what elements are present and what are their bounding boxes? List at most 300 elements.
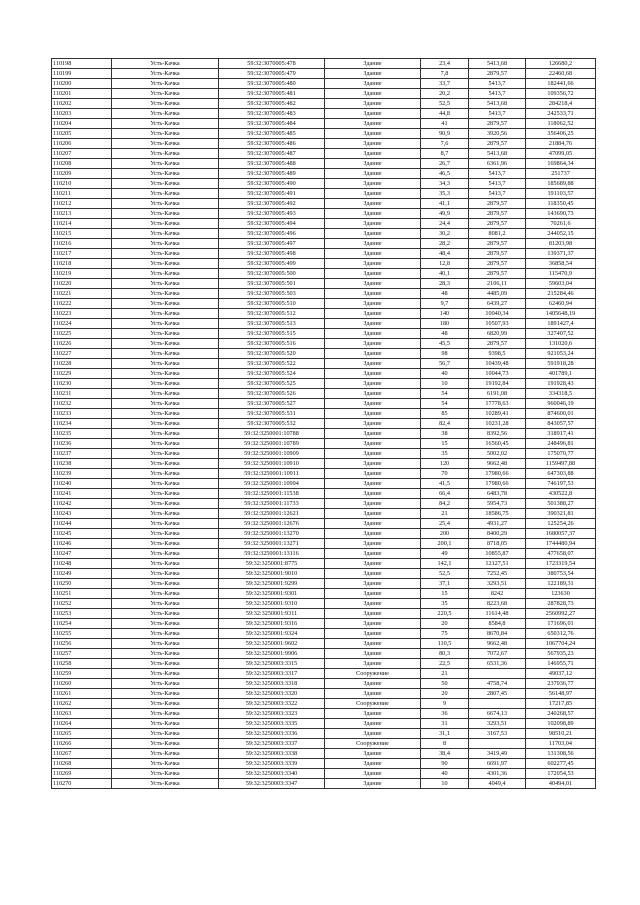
cadastral-number-cell: 59:32:3070005:498 bbox=[219, 249, 325, 259]
cadastral-number-cell: 59:32:3250001:9906 bbox=[219, 649, 325, 659]
cadastral-number-cell: 59:32:3250001:10789 bbox=[219, 439, 325, 449]
row-number-cell: 110213 bbox=[52, 209, 112, 219]
area-cell: 8 bbox=[421, 739, 469, 749]
table-row bbox=[52, 559, 596, 569]
area-cell: 35,3 bbox=[421, 189, 469, 199]
object-type-cell: Здание bbox=[325, 59, 421, 69]
area-cell: 75 bbox=[421, 629, 469, 639]
unit-value-cell: 9662,48 bbox=[469, 639, 526, 649]
area-cell: 56,7 bbox=[421, 359, 469, 369]
row-number-cell: 110254 bbox=[52, 619, 112, 629]
unit-value-cell: 4931,27 bbox=[469, 519, 526, 529]
table-row bbox=[52, 449, 596, 459]
object-type-cell: Здание bbox=[325, 429, 421, 439]
cadastral-value-cell: 40494,01 bbox=[526, 779, 596, 789]
cadastral-number-cell: 59:32:3070005:478 bbox=[219, 59, 325, 69]
row-number-cell: 110236 bbox=[52, 439, 112, 449]
object-type-cell: Здание bbox=[325, 239, 421, 249]
unit-value-cell: 2879,57 bbox=[469, 269, 526, 279]
row-number-cell: 110221 bbox=[52, 289, 112, 299]
object-type-cell: Здание bbox=[325, 599, 421, 609]
area-cell: 200,1 bbox=[421, 539, 469, 549]
cadastral-number-cell: 59:32:3070005:501 bbox=[219, 279, 325, 289]
area-cell: 36 bbox=[421, 709, 469, 719]
cadastral-value-cell: 1680057,37 bbox=[526, 529, 596, 539]
cadastral-value-cell: 172054,53 bbox=[526, 769, 596, 779]
table-row bbox=[52, 119, 596, 129]
cadastral-value-cell: 21884,76 bbox=[526, 139, 596, 149]
unit-value-cell: 2879,57 bbox=[469, 249, 526, 259]
table-row bbox=[52, 229, 596, 239]
table-row bbox=[52, 529, 596, 539]
object-type-cell: Здание bbox=[325, 619, 421, 629]
unit-value-cell: 18586,75 bbox=[469, 509, 526, 519]
cadastral-number-cell: 59:32:3250003:3335 bbox=[219, 719, 325, 729]
cadastral-number-cell: 59:32:3250003:3320 bbox=[219, 689, 325, 699]
settlement-cell: Усть-Качка bbox=[112, 219, 219, 229]
row-number-cell: 110231 bbox=[52, 389, 112, 399]
area-cell: 70 bbox=[421, 469, 469, 479]
object-type-cell: Здание bbox=[325, 339, 421, 349]
row-number-cell: 110237 bbox=[52, 449, 112, 459]
object-type-cell: Здание bbox=[325, 779, 421, 789]
table-row bbox=[52, 579, 596, 589]
area-cell: 44,8 bbox=[421, 109, 469, 119]
row-number-cell: 110202 bbox=[52, 99, 112, 109]
settlement-cell: Усть-Качка bbox=[112, 249, 219, 259]
row-number-cell: 110211 bbox=[52, 189, 112, 199]
row-number-cell: 110270 bbox=[52, 779, 112, 789]
settlement-cell: Усть-Качка bbox=[112, 299, 219, 309]
row-number-cell: 110247 bbox=[52, 549, 112, 559]
cadastral-number-cell: 59:32:3070005:494 bbox=[219, 219, 325, 229]
cadastral-value-cell: 182441,66 bbox=[526, 79, 596, 89]
row-number-cell: 110210 bbox=[52, 179, 112, 189]
cadastral-value-cell: 123630 bbox=[526, 589, 596, 599]
area-cell: 180 bbox=[421, 319, 469, 329]
cadastral-value-cell: 125254,26 bbox=[526, 519, 596, 529]
table-row bbox=[52, 479, 596, 489]
cadastral-number-cell: 59:32:3070005:490 bbox=[219, 179, 325, 189]
table-row bbox=[52, 79, 596, 89]
table-row bbox=[52, 469, 596, 479]
cadastral-value-cell: 169864,34 bbox=[526, 159, 596, 169]
unit-value-cell: 4301,36 bbox=[469, 769, 526, 779]
row-number-cell: 110226 bbox=[52, 339, 112, 349]
settlement-cell: Усть-Качка bbox=[112, 89, 219, 99]
cadastral-value-cell: 70261,6 bbox=[526, 219, 596, 229]
table-row bbox=[52, 209, 596, 219]
table-row bbox=[52, 629, 596, 639]
unit-value-cell: 7072,67 bbox=[469, 649, 526, 659]
unit-value-cell: 8081,2 bbox=[469, 229, 526, 239]
table-row bbox=[52, 149, 596, 159]
area-cell: 37,1 bbox=[421, 579, 469, 589]
area-cell: 82,4 bbox=[421, 419, 469, 429]
settlement-cell: Усть-Качка bbox=[112, 489, 219, 499]
row-number-cell: 110223 bbox=[52, 309, 112, 319]
settlement-cell: Усть-Качка bbox=[112, 149, 219, 159]
unit-value-cell: 10040,34 bbox=[469, 309, 526, 319]
cadastral-number-cell: 59:32:3070005:524 bbox=[219, 369, 325, 379]
cadastral-number-cell: 59:32:3070005:527 bbox=[219, 399, 325, 409]
unit-value-cell: 2879,57 bbox=[469, 219, 526, 229]
row-number-cell: 110201 bbox=[52, 89, 112, 99]
row-number-cell: 110250 bbox=[52, 579, 112, 589]
unit-value-cell: 10044,73 bbox=[469, 369, 526, 379]
cadastral-number-cell: 59:32:3250003:3336 bbox=[219, 729, 325, 739]
settlement-cell: Усть-Качка bbox=[112, 289, 219, 299]
cadastral-value-cell: 242533,71 bbox=[526, 109, 596, 119]
settlement-cell: Усть-Качка bbox=[112, 769, 219, 779]
row-number-cell: 110227 bbox=[52, 349, 112, 359]
unit-value-cell: 4049,4 bbox=[469, 779, 526, 789]
cadastral-number-cell: 59:32:3250001:10994 bbox=[219, 479, 325, 489]
cadastral-value-cell: 390321,81 bbox=[526, 509, 596, 519]
area-cell: 28,3 bbox=[421, 279, 469, 289]
area-cell: 12,8 bbox=[421, 259, 469, 269]
table-row bbox=[52, 379, 596, 389]
unit-value-cell: 8718,05 bbox=[469, 539, 526, 549]
settlement-cell: Усть-Качка bbox=[112, 639, 219, 649]
row-number-cell: 110239 bbox=[52, 469, 112, 479]
area-cell: 22,5 bbox=[421, 659, 469, 669]
cadastral-value-table bbox=[51, 58, 596, 789]
settlement-cell: Усть-Качка bbox=[112, 729, 219, 739]
object-type-cell: Здание bbox=[325, 149, 421, 159]
unit-value-cell: 6820,99 bbox=[469, 329, 526, 339]
cadastral-number-cell: 59:32:3250001:12676 bbox=[219, 519, 325, 529]
settlement-cell: Усть-Качка bbox=[112, 229, 219, 239]
row-number-cell: 110252 bbox=[52, 599, 112, 609]
settlement-cell: Усть-Качка bbox=[112, 119, 219, 129]
row-number-cell: 110259 bbox=[52, 669, 112, 679]
table-row bbox=[52, 109, 596, 119]
table-body bbox=[52, 59, 596, 789]
cadastral-number-cell: 59:32:3250001:13271 bbox=[219, 539, 325, 549]
cadastral-value-cell: 1744480,94 bbox=[526, 539, 596, 549]
table-row bbox=[52, 519, 596, 529]
row-number-cell: 110219 bbox=[52, 269, 112, 279]
cadastral-value-cell: 36858,54 bbox=[526, 259, 596, 269]
row-number-cell: 110232 bbox=[52, 399, 112, 409]
row-number-cell: 110212 bbox=[52, 199, 112, 209]
unit-value-cell: 6439,27 bbox=[469, 299, 526, 309]
area-cell: 10 bbox=[421, 379, 469, 389]
cadastral-value-cell: 1405648,19 bbox=[526, 309, 596, 319]
area-cell: 52,5 bbox=[421, 99, 469, 109]
table-row bbox=[52, 489, 596, 499]
object-type-cell: Здание bbox=[325, 769, 421, 779]
cadastral-value-cell: 131308,56 bbox=[526, 749, 596, 759]
settlement-cell: Усть-Качка bbox=[112, 649, 219, 659]
settlement-cell: Усть-Качка bbox=[112, 469, 219, 479]
row-number-cell: 110258 bbox=[52, 659, 112, 669]
table-row bbox=[52, 439, 596, 449]
settlement-cell: Усть-Качка bbox=[112, 509, 219, 519]
area-cell: 41 bbox=[421, 119, 469, 129]
object-type-cell: Здание bbox=[325, 359, 421, 369]
row-number-cell: 110268 bbox=[52, 759, 112, 769]
table-row bbox=[52, 619, 596, 629]
table-row bbox=[52, 739, 596, 749]
unit-value-cell: 5413,68 bbox=[469, 99, 526, 109]
unit-value-cell: 8584,8 bbox=[469, 619, 526, 629]
object-type-cell: Здание bbox=[325, 709, 421, 719]
table-row bbox=[52, 419, 596, 429]
settlement-cell: Усть-Качка bbox=[112, 739, 219, 749]
unit-value-cell: 6691,97 bbox=[469, 759, 526, 769]
settlement-cell: Усть-Качка bbox=[112, 139, 219, 149]
row-number-cell: 110249 bbox=[52, 569, 112, 579]
cadastral-number-cell: 59:32:3070005:479 bbox=[219, 69, 325, 79]
area-cell: 15 bbox=[421, 589, 469, 599]
table-row bbox=[52, 99, 596, 109]
settlement-cell: Усть-Качка bbox=[112, 759, 219, 769]
object-type-cell: Здание bbox=[325, 569, 421, 579]
cadastral-number-cell: 59:32:3250001:12621 bbox=[219, 509, 325, 519]
area-cell: 35 bbox=[421, 599, 469, 609]
cadastral-number-cell: 59:32:3070005:515 bbox=[219, 329, 325, 339]
object-type-cell: Здание bbox=[325, 229, 421, 239]
settlement-cell: Усть-Качка bbox=[112, 409, 219, 419]
cadastral-value-cell: 591918,28 bbox=[526, 359, 596, 369]
settlement-cell: Усть-Качка bbox=[112, 659, 219, 669]
cadastral-value-cell: 139371,37 bbox=[526, 249, 596, 259]
row-number-cell: 110253 bbox=[52, 609, 112, 619]
unit-value-cell: 6674,13 bbox=[469, 709, 526, 719]
cadastral-number-cell: 59:32:3250001:10910 bbox=[219, 459, 325, 469]
settlement-cell: Усть-Качка bbox=[112, 349, 219, 359]
object-type-cell: Здание bbox=[325, 269, 421, 279]
settlement-cell: Усть-Качка bbox=[112, 109, 219, 119]
area-cell: 46,5 bbox=[421, 169, 469, 179]
object-type-cell: Здание bbox=[325, 589, 421, 599]
cadastral-value-cell: 118062,52 bbox=[526, 119, 596, 129]
cadastral-value-cell: 960046,19 bbox=[526, 399, 596, 409]
settlement-cell: Усть-Качка bbox=[112, 189, 219, 199]
row-number-cell: 110208 bbox=[52, 159, 112, 169]
cadastral-value-cell: 602277,45 bbox=[526, 759, 596, 769]
table-row bbox=[52, 189, 596, 199]
table-row bbox=[52, 389, 596, 399]
cadastral-value-cell: 251737 bbox=[526, 169, 596, 179]
unit-value-cell: 5413,68 bbox=[469, 149, 526, 159]
object-type-cell: Здание bbox=[325, 79, 421, 89]
area-cell: 50 bbox=[421, 679, 469, 689]
cadastral-value-cell: 47099,05 bbox=[526, 149, 596, 159]
object-type-cell: Здание bbox=[325, 519, 421, 529]
area-cell: 23,4 bbox=[421, 59, 469, 69]
row-number-cell: 110216 bbox=[52, 239, 112, 249]
area-cell: 41,5 bbox=[421, 479, 469, 489]
area-cell: 21 bbox=[421, 669, 469, 679]
area-cell: 21 bbox=[421, 509, 469, 519]
settlement-cell: Усть-Качка bbox=[112, 309, 219, 319]
table-row bbox=[52, 349, 596, 359]
unit-value-cell: 2879,57 bbox=[469, 259, 526, 269]
object-type-cell: Здание bbox=[325, 479, 421, 489]
cadastral-number-cell: 59:32:3250001:9010 bbox=[219, 569, 325, 579]
settlement-cell: Усть-Качка bbox=[112, 579, 219, 589]
table-row bbox=[52, 689, 596, 699]
cadastral-value-cell: 874600,01 bbox=[526, 409, 596, 419]
settlement-cell: Усть-Качка bbox=[112, 279, 219, 289]
table-row bbox=[52, 69, 596, 79]
unit-value-cell: 5002,02 bbox=[469, 449, 526, 459]
table-row bbox=[52, 239, 596, 249]
cadastral-value-cell: 318917,41 bbox=[526, 429, 596, 439]
unit-value-cell: 8392,56 bbox=[469, 429, 526, 439]
unit-value-cell: 2879,57 bbox=[469, 69, 526, 79]
row-number-cell: 110257 bbox=[52, 649, 112, 659]
object-type-cell: Здание bbox=[325, 179, 421, 189]
area-cell: 28,2 bbox=[421, 239, 469, 249]
object-type-cell: Здание bbox=[325, 689, 421, 699]
row-number-cell: 110217 bbox=[52, 249, 112, 259]
cadastral-value-cell: 477658,07 bbox=[526, 549, 596, 559]
table-row bbox=[52, 259, 596, 269]
cadastral-number-cell: 59:32:3070005:503 bbox=[219, 289, 325, 299]
cadastral-value-cell: 115470,9 bbox=[526, 269, 596, 279]
table-row bbox=[52, 749, 596, 759]
row-number-cell: 110248 bbox=[52, 559, 112, 569]
table-row bbox=[52, 779, 596, 789]
cadastral-number-cell: 59:32:3250001:9301 bbox=[219, 589, 325, 599]
cadastral-value-cell: 191928,43 bbox=[526, 379, 596, 389]
area-cell: 54 bbox=[421, 399, 469, 409]
table-row bbox=[52, 699, 596, 709]
cadastral-number-cell: 59:32:3250003:3340 bbox=[219, 769, 325, 779]
object-type-cell: Здание bbox=[325, 749, 421, 759]
row-number-cell: 110228 bbox=[52, 359, 112, 369]
cadastral-value-cell: 131020,6 bbox=[526, 339, 596, 349]
cadastral-number-cell: 59:32:3250003:3323 bbox=[219, 709, 325, 719]
unit-value-cell: 10231,28 bbox=[469, 419, 526, 429]
unit-value-cell: 5413,7 bbox=[469, 109, 526, 119]
area-cell: 140 bbox=[421, 309, 469, 319]
cadastral-number-cell: 59:32:3250003:3338 bbox=[219, 749, 325, 759]
area-cell: 7,6 bbox=[421, 139, 469, 149]
unit-value-cell: 2879,57 bbox=[469, 209, 526, 219]
object-type-cell: Здание bbox=[325, 309, 421, 319]
row-number-cell: 110244 bbox=[52, 519, 112, 529]
table-row bbox=[52, 539, 596, 549]
area-cell: 80,3 bbox=[421, 649, 469, 659]
cadastral-number-cell: 59:32:3070005:480 bbox=[219, 79, 325, 89]
cadastral-number-cell: 59:32:3250001:8775 bbox=[219, 559, 325, 569]
row-number-cell: 110230 bbox=[52, 379, 112, 389]
object-type-cell: Здание bbox=[325, 629, 421, 639]
settlement-cell: Усть-Качка bbox=[112, 179, 219, 189]
cadastral-number-cell: 59:32:3250003:3339 bbox=[219, 759, 325, 769]
table-row bbox=[52, 709, 596, 719]
cadastral-value-cell: 62460,94 bbox=[526, 299, 596, 309]
cadastral-value-cell: 1891427,4 bbox=[526, 319, 596, 329]
cadastral-number-cell: 59:32:3250001:9299 bbox=[219, 579, 325, 589]
table-row bbox=[52, 729, 596, 739]
cadastral-value-cell: 650312,76 bbox=[526, 629, 596, 639]
settlement-cell: Усть-Качка bbox=[112, 319, 219, 329]
cadastral-number-cell: 59:32:3070005:493 bbox=[219, 209, 325, 219]
cadastral-value-cell: 237936,77 bbox=[526, 679, 596, 689]
object-type-cell: Здание bbox=[325, 369, 421, 379]
cadastral-number-cell: 59:32:3070005:522 bbox=[219, 359, 325, 369]
settlement-cell: Усть-Качка bbox=[112, 549, 219, 559]
area-cell: 49 bbox=[421, 549, 469, 559]
cadastral-number-cell: 59:32:3070005:488 bbox=[219, 159, 325, 169]
table-row bbox=[52, 659, 596, 669]
area-cell: 48 bbox=[421, 329, 469, 339]
settlement-cell: Усть-Качка bbox=[112, 429, 219, 439]
unit-value-cell: 6191,08 bbox=[469, 389, 526, 399]
cadastral-value-cell: 380753,54 bbox=[526, 569, 596, 579]
row-number-cell: 110245 bbox=[52, 529, 112, 539]
object-type-cell: Здание bbox=[325, 99, 421, 109]
area-cell: 48 bbox=[421, 289, 469, 299]
object-type-cell: Здание bbox=[325, 609, 421, 619]
settlement-cell: Усть-Качка bbox=[112, 129, 219, 139]
unit-value-cell: 10855,87 bbox=[469, 549, 526, 559]
settlement-cell: Усть-Качка bbox=[112, 269, 219, 279]
settlement-cell: Усть-Качка bbox=[112, 389, 219, 399]
object-type-cell: Здание bbox=[325, 209, 421, 219]
cadastral-number-cell: 59:32:3250001:9602 bbox=[219, 639, 325, 649]
area-cell: 10 bbox=[421, 779, 469, 789]
cadastral-number-cell: 59:32:3070005:482 bbox=[219, 99, 325, 109]
table-row bbox=[52, 549, 596, 559]
unit-value-cell: 3293,51 bbox=[469, 579, 526, 589]
unit-value-cell: 8223,68 bbox=[469, 599, 526, 609]
object-type-cell: Здание bbox=[325, 679, 421, 689]
object-type-cell: Здание bbox=[325, 159, 421, 169]
row-number-cell: 110206 bbox=[52, 139, 112, 149]
object-type-cell: Здание bbox=[325, 299, 421, 309]
settlement-cell: Усть-Качка bbox=[112, 379, 219, 389]
row-number-cell: 110222 bbox=[52, 299, 112, 309]
table-row bbox=[52, 139, 596, 149]
cadastral-number-cell: 59:32:3250001:9311 bbox=[219, 609, 325, 619]
settlement-cell: Усть-Качка bbox=[112, 209, 219, 219]
area-cell: 90 bbox=[421, 759, 469, 769]
unit-value-cell: 4758,74 bbox=[469, 679, 526, 689]
settlement-cell: Усть-Качка bbox=[112, 79, 219, 89]
unit-value-cell: 3293,51 bbox=[469, 719, 526, 729]
object-type-cell: Здание bbox=[325, 129, 421, 139]
object-type-cell: Здание bbox=[325, 719, 421, 729]
cadastral-value-cell: 1159497,88 bbox=[526, 459, 596, 469]
settlement-cell: Усть-Качка bbox=[112, 479, 219, 489]
object-type-cell: Здание bbox=[325, 389, 421, 399]
object-type-cell: Здание bbox=[325, 469, 421, 479]
area-cell: 220,5 bbox=[421, 609, 469, 619]
object-type-cell: Здание bbox=[325, 539, 421, 549]
cadastral-number-cell: 59:32:3250001:10909 bbox=[219, 449, 325, 459]
cadastral-value-cell: 746197,53 bbox=[526, 479, 596, 489]
row-number-cell: 110263 bbox=[52, 709, 112, 719]
area-cell: 38,4 bbox=[421, 749, 469, 759]
cadastral-number-cell: 59:32:3070005:510 bbox=[219, 299, 325, 309]
cadastral-value-cell: 248496,81 bbox=[526, 439, 596, 449]
cadastral-value-cell: 17217,85 bbox=[526, 699, 596, 709]
row-number-cell: 110240 bbox=[52, 479, 112, 489]
cadastral-value-cell: 185689,88 bbox=[526, 179, 596, 189]
table-row bbox=[52, 769, 596, 779]
object-type-cell: Здание bbox=[325, 139, 421, 149]
unit-value-cell: 2879,57 bbox=[469, 199, 526, 209]
table-row bbox=[52, 719, 596, 729]
cadastral-number-cell: 59:32:3070005:487 bbox=[219, 149, 325, 159]
